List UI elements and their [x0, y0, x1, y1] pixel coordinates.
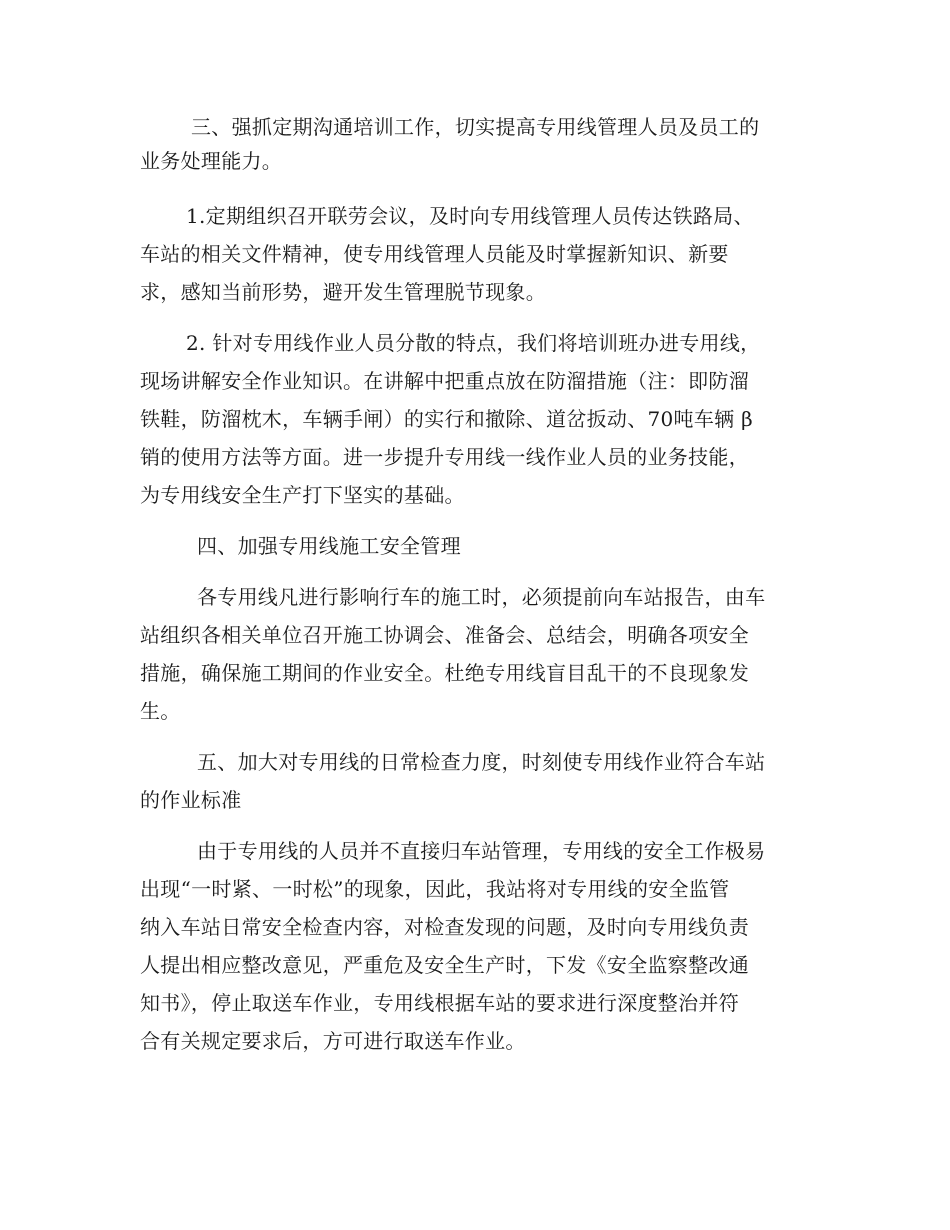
text-line: 纳入车站日常安全检查内容，对检查发现的问题，及时向专用线负责 — [140, 915, 749, 939]
text-line: 站组织各相关单位召开施工协调会、准备会、总结会，明确各项安全 — [140, 623, 749, 647]
text-line: 人提出相应整改意见，严重危及安全生产时，下发《安全监察整改通 — [140, 953, 749, 977]
text-line: 出现“一时紧、一时松”的现象，因此，我站将对专用线的安全监管 — [140, 877, 730, 901]
text-line: 五、加大对专用线的日常检查力度，时刻使专用线作业符合车站 — [197, 750, 766, 774]
text-line: 销的使用方法等方面。进一步提升专用线一线作业人员的业务技能， — [140, 445, 749, 469]
text-line: 由于专用线的人员并不直接归车站管理，专用线的安全工作极易 — [197, 839, 766, 863]
text-line: 求，感知当前形势，避开发生管理脱节现象。 — [140, 280, 546, 304]
text-line: 铁鞋，防溜枕木，车辆手闸）的实行和撤除、道岔扳动、70吨车辆 β — [140, 407, 753, 431]
text-line: 三、强抓定期沟通培训工作，切实提高专用线管理人员及员工的 — [191, 115, 760, 139]
text-line: 四、加强专用线施工安全管理 — [197, 534, 461, 558]
text-line: 的作业标准 — [140, 788, 242, 812]
text-line: 为专用线安全生产打下坚实的基础。 — [140, 483, 465, 507]
text-line: 合有关规定要求后，方可进行取送车作业。 — [140, 1029, 526, 1053]
text-line: 车站的相关文件精神，使专用线管理人员能及时掌握新知识、新要 — [140, 242, 729, 266]
text-line: 现场讲解安全作业知识。在讲解中把重点放在防溜措施（注：即防溜 — [140, 369, 749, 393]
text-line: 措施，确保施工期间的作业安全。杜绝专用线盲目乱干的不良现象发 — [140, 661, 749, 685]
text-line: 各专用线凡进行影响行车的施工时，必须提前向车站报告，由车 — [197, 585, 766, 609]
text-line: 业务处理能力。 — [140, 149, 283, 173]
text-line: 1.定期组织召开联劳会议，及时向专用线管理人员传达铁路局、 — [186, 204, 754, 228]
text-line: 知书》，停止取送车作业，专用线根据车站的要求进行深度整治并符 — [140, 991, 739, 1015]
text-line: 生。 — [140, 699, 181, 723]
text-line: 2. 针对专用线作业人员分散的特点，我们将培训班办进专用线， — [186, 331, 761, 355]
